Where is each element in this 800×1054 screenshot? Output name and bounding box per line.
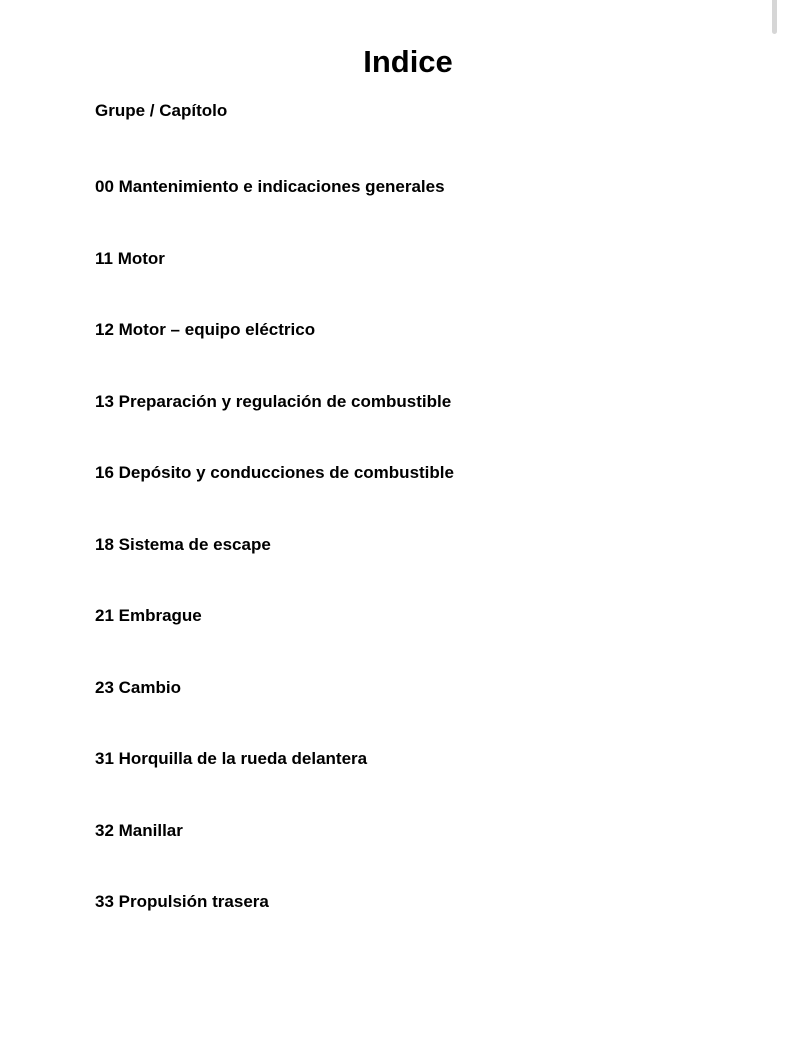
toc-item-32[interactable]: 32 Manillar — [95, 820, 183, 840]
toc-item-31[interactable]: 31 Horquilla de la rueda delantera — [95, 749, 368, 768]
toc-item-13[interactable]: 13 Preparación y regulación de combustible — [95, 391, 452, 411]
toc-item-21[interactable]: 21 Embrague — [95, 606, 202, 625]
toc-item-00[interactable]: 00 Mantenimiento e indicaciones generales — [95, 177, 445, 196]
toc-item-12[interactable]: 12 Motor – equipo eléctrico — [95, 320, 316, 339]
page-title: Indice — [363, 44, 453, 79]
scroll-indicator[interactable] — [772, 0, 777, 34]
group-chapter-header: Grupe / Capítolo — [95, 101, 228, 120]
toc-item-11[interactable]: 11 Motor — [95, 248, 165, 268]
toc-item-23[interactable]: 23 Cambio — [95, 677, 181, 697]
table-of-contents — [95, 176, 454, 963]
toc-item-18[interactable]: 18 Sistema de escape — [95, 534, 271, 554]
toc-item-33[interactable]: 33 Propulsión trasera — [95, 892, 269, 911]
toc-item-16[interactable]: 16 Depósito y conducciones de combustible — [95, 463, 454, 482]
